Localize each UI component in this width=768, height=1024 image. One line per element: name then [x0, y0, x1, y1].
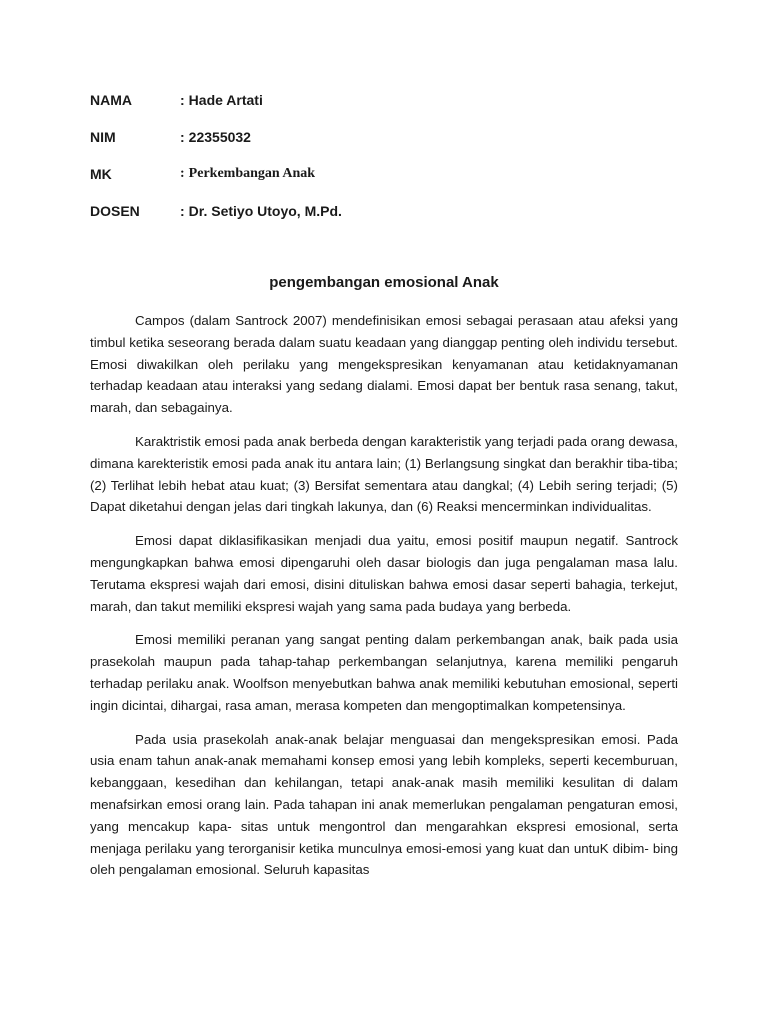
- dosen-separator: :: [180, 203, 185, 219]
- mk-value: Perkembangan Anak: [188, 166, 316, 181]
- paragraph-2: Karaktristik emosi pada anak berbeda dengan karakteristik yang terjadi pada orang dewasa, dimana karekteristik emosi pada anak itu antara lain; (1) Berlangsung singkat dan berakhir tiba-tiba; (2) Terlihat lebih hebat atau kuat; (3) Bersifat sementara atau dangkal; (4) Lebih sering terjadi; (5) Dapat diketahui dengan jelas dari tingkah lakunya, dan (6) Reaksi mencerminkan individualitas.: [90, 433, 678, 515]
- header-row-nama: [90, 92, 690, 129]
- dosen-value: Dr. Setiyo Utoyo, M.Pd.: [188, 203, 342, 219]
- nama-value: Hade Artati: [188, 92, 263, 108]
- identity-header: [90, 92, 690, 240]
- mk-label: MK: [90, 166, 112, 182]
- nim-value: 22355032: [188, 129, 251, 145]
- paragraph-4: Emosi memiliki peranan yang sangat penting dalam perkembangan anak, baik pada usia prasekolah maupun pada tahap-tahap perkembangan selanjutnya, karena memiliki pengaruh terhadap perilaku anak. Woolfson menyebutkan bahwa anak memiliki kebutuhan emosional, seperti ingin dicintai, dihargai, rasa aman, merasa kompeten dan mengoptimalkan kompetensinya.: [90, 632, 678, 713]
- document-body: [90, 310, 678, 893]
- nama-label: NAMA: [90, 92, 132, 108]
- header-row-dosen: [90, 203, 690, 240]
- header-row-nim: [90, 129, 690, 166]
- nim-separator: :: [180, 129, 185, 145]
- mk-separator: :: [180, 166, 185, 181]
- document-title: pengembangan emosional Anak: [269, 274, 499, 291]
- header-row-mk: [90, 166, 690, 203]
- nim-label: NIM: [90, 129, 116, 145]
- nama-separator: :: [180, 92, 185, 108]
- paragraph-1: Campos (dalam Santrock 2007) mendefinisikan emosi sebagai perasaan atau afeksi yang timbul ketika seseorang berada dalam suatu keadaan yang dianggap penting oleh individu tersebut. Emosi diwakilkan oleh perilaku yang mengekspresikan kenyamanan atau ketidaknyamanan terhadap keadaan atau interaksi yang sedang dialami. Emosi dapat ber bentuk rasa senang, takut, marah, dan sebagainya.: [90, 313, 678, 416]
- paragraph-5: Pada usia prasekolah anak-anak belajar menguasai dan mengekspresikan emosi. Pada usia enam tahun anak-anak memahami konsep emosi yang lebih kompleks, seperti kecemburuan, kebanggaan, kesedihan dan kehilangan, tetapi anak-anak masih memiliki kesulitan di dalam menafsirkan emosi orang lain. Pada tahapan ini anak memerlukan pengalaman pengaturan emosi, yang mencakup kapa- sitas untuk mengontrol dan mengarahkan ekspresi emosional, serta menjaga perilaku yang terorganisir ketika munculnya emosi-emosi yang kuat dan untuK dibim- bing oleh pengalaman emosional. Seluruh kapasitas: [90, 731, 678, 878]
- dosen-label: DOSEN: [90, 203, 140, 219]
- paragraph-3: Emosi dapat diklasifikasikan menjadi dua yaitu, emosi positif maupun negatif. Santrock mengungkapkan bahwa emosi dipengaruhi oleh dasar biologis dan juga pengalaman masa lalu. Terutama ekspresi wajah dari emosi, disini dituliskan bahwa emosi dasar seperti bahagia, terkejut, marah, dan takut memiliki ekspresi wajah yang sama pada budaya yang berbeda.: [90, 533, 678, 614]
